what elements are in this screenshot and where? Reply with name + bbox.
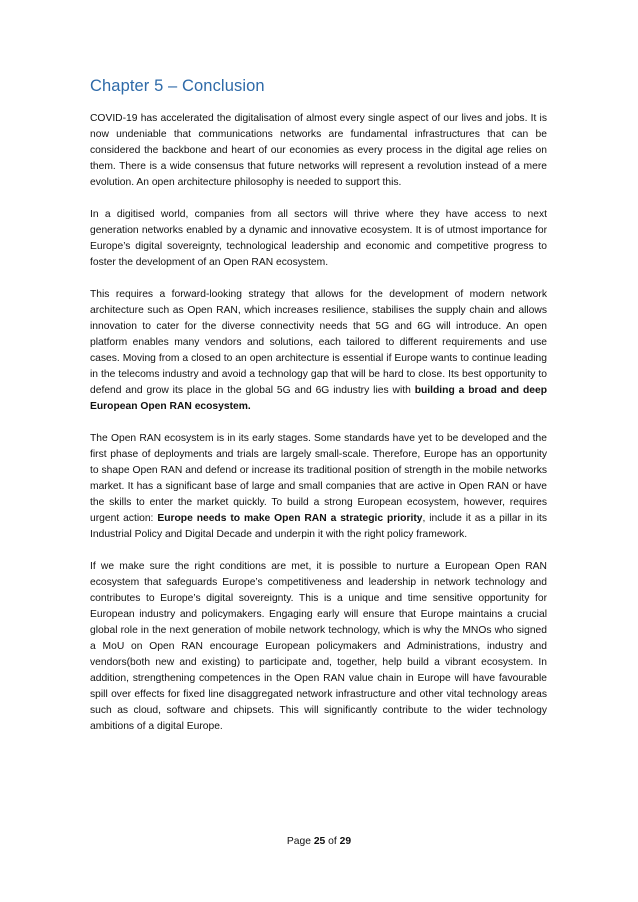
- paragraph-3-emphasis: building a broad and deep European Open RAN ecosystem.: [90, 385, 547, 412]
- paragraph-4-emphasis: Europe needs to make Open RAN a strategic priority: [157, 513, 423, 524]
- paragraph-5: If we make sure the right conditions are met, it is possible to nurture a European Open RAN ecosystem that safeguards Europe’s competitiveness and leadership in network technology and contributes to Europe’s digital sovereignty. This is a unique and time sensitive opportunity for European industry and policymakers. Engaging early will ensure that Europe maintains a crucial global role in the next generation of mobile network technology, which is why the MNOs who signed a MoU on Open RAN encourage European policymakers and Administrations, industry and vendors(both new and existing) to participate and, together, help build a vibrant ecosystem. In addition, strengthening competences in the Open RAN value chain in Europe will have favourable spill over effects for fixed line disaggregated network infrastructure and other vital technology areas such as cloud, software and chipsets. This will significantly contribute to the wider technology ambitions of a digital Europe.: [90, 561, 547, 732]
- chapter-title: Chapter 5 – Conclusion: [90, 77, 265, 95]
- current-page-number: 25: [313, 836, 326, 847]
- paragraph-4-text: The Open RAN ecosystem is in its early stages. Some standards have yet to be developed and the first phase of deployments and trials are largely small-scale. Therefore, Europe has an opportunity to shape Open RAN and defend or increase its traditional position of strength in the mobile networks market. It has a significant base of large and small companies that are active in Open RAN or have the skills to enter the market quickly. To build a strong European ecosystem, however, requires urgent action:: [90, 433, 547, 524]
- paragraph-1: COVID-19 has accelerated the digitalisation of almost every single aspect of our lives and jobs. It is now undeniable that communications networks are fundamental infrastructures that can be considered the backbone and heart of our economies as every process in the digital age relies on them. There is a wide consensus that future networks will represent a revolution instead of a mere evolution. An open architecture philosophy is needed to support this.: [90, 113, 547, 188]
- paragraph-3-text: This requires a forward-looking strategy that allows for the development of modern network architecture such as Open RAN, which increases resilience, stabilises the supply chain and allows innovation to cater for the diverse connectivity needs that 5G and 6G will introduce. An open platform enables many vendors and solutions, each tailored to different requirements and use cases. Moving from a closed to an open architecture is essential if Europe wants to continue leading in the telecoms industry and avoid a technology gap that will be hard to close. Its best opportunity to defend and grow its place in the global 5G and 6G industry lies with: [90, 289, 547, 396]
- paragraph-3: [90, 287, 547, 415]
- page-label: Page: [286, 836, 314, 847]
- paragraph-4-text-end: , include it as a pillar in its Industrial Policy and Digital Decade and underpin it with the right policy framework.: [90, 513, 548, 540]
- total-page-count: 29: [339, 836, 352, 847]
- paragraph-4: [90, 431, 547, 543]
- page-content: [90, 74, 547, 751]
- page-number-footer: [0, 836, 638, 847]
- paragraph-2: In a digitised world, companies from all sectors will thrive where they have access to next generation networks enabled by a dynamic and innovative ecosystem. It is of utmost importance for Europe’s digital sovereignty, technological leadership and economic and competitive progress to foster the development of an Open RAN ecosystem.: [90, 209, 547, 268]
- page-of-label: of: [325, 836, 340, 847]
